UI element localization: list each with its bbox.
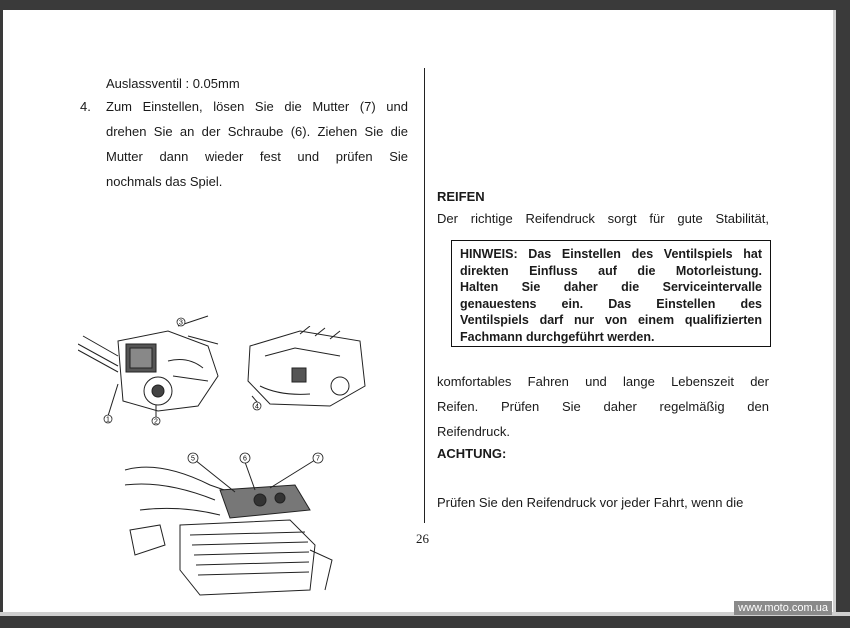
engine-detail-illustration <box>240 326 370 418</box>
note-line-6: Fachmann durchgeführt werden. <box>460 329 655 344</box>
note-line-5: Ventilspiels darf nur von einem qualifizierten <box>460 313 762 327</box>
callout-2: 2 <box>154 418 158 426</box>
viewer-bottom-bar <box>0 616 850 628</box>
item-line-2: drehen Sie an der Schraube (6). Ziehen Sie die <box>106 124 408 139</box>
item-line-4: nochmals das Spiel. <box>106 174 223 189</box>
note-box <box>451 240 771 347</box>
page-number: 26 <box>416 531 429 546</box>
tires-line-2: komfortables Fahren und lange Lebenszeit der <box>437 374 769 389</box>
tires-line-3: Reifen. Prüfen Sie daher regelmäßig den <box>437 399 769 414</box>
viewer-left-border <box>0 0 3 628</box>
caution-line: Prüfen Sie den Reifendruck vor jeder Fahrt, wenn die <box>437 495 744 510</box>
callout-4: 4 <box>255 403 259 411</box>
viewer-right-border <box>836 0 850 628</box>
callout-6: 6 <box>243 455 247 463</box>
valve-adjustment-illustration <box>120 450 335 600</box>
callout-5: 5 <box>191 455 195 463</box>
note-line-2: direkten Einfluss auf die Motorleistung. <box>460 263 762 278</box>
item-number: 4. <box>80 99 91 114</box>
exhaust-valve-line: Auslassventil : 0.05mm <box>106 76 240 91</box>
item-line-3: Mutter dann wieder fest und prüfen Sie <box>106 149 408 164</box>
engine-side-illustration <box>78 306 228 431</box>
heading-caution: ACHTUNG: <box>437 446 507 461</box>
watermark: www.moto.com.ua <box>734 601 832 615</box>
callout-3: 3 <box>179 319 183 327</box>
heading-tires: REIFEN <box>437 189 485 204</box>
note-line-3: Halten Sie daher die Serviceintervalle <box>460 280 762 294</box>
tires-line-1: Der richtige Reifendruck sorgt für gute Stabilität, <box>437 211 769 226</box>
tires-line-4: Reifendruck. <box>437 424 510 439</box>
callout-7: 7 <box>316 455 320 463</box>
callout-1: 1 <box>106 416 110 424</box>
item-line-1: Zum Einstellen, lösen Sie die Mutter (7) und <box>106 99 408 114</box>
note-line-1: HINWEIS: Das Einstellen des Ventilspiels hat <box>460 247 762 261</box>
column-divider <box>424 68 425 523</box>
note-line-4: genauestens ein. Das Einstellen des <box>460 296 762 311</box>
viewer-top-bar <box>0 0 850 10</box>
